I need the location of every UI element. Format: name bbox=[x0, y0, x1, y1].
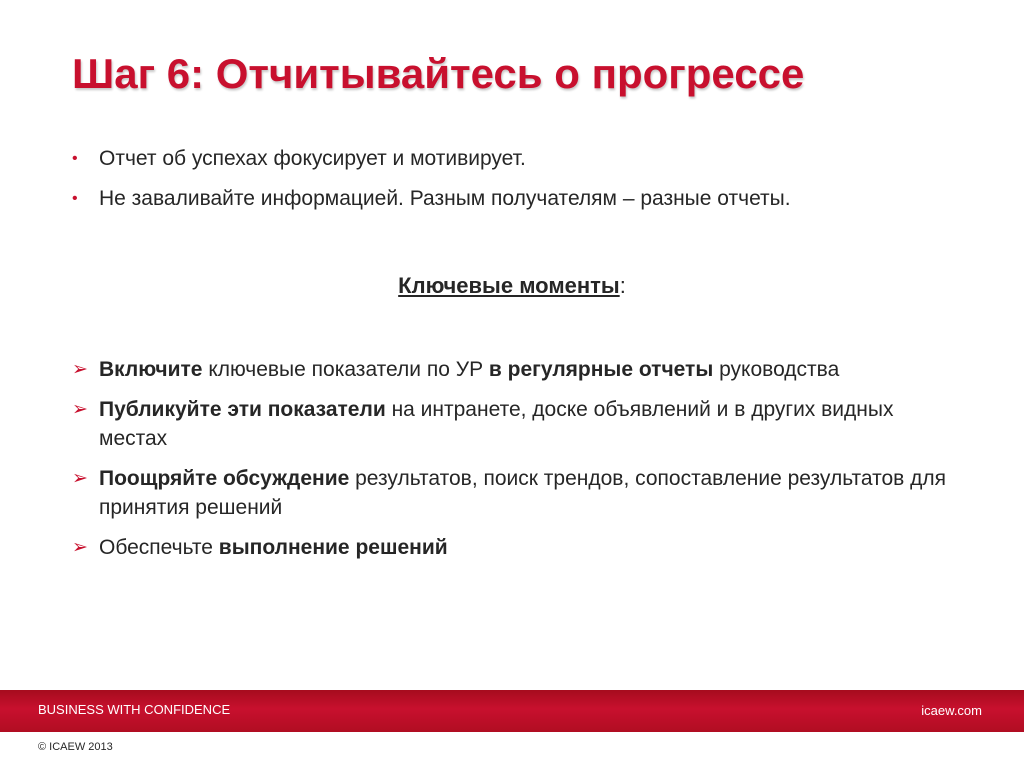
key-point-text: на интранете, доске объявлений и в других видных местах bbox=[99, 398, 894, 450]
footer-website-link[interactable]: icaew.com bbox=[921, 703, 982, 718]
key-point-item bbox=[72, 533, 952, 562]
bullet-item bbox=[72, 146, 972, 172]
bullet-marker-icon: • bbox=[72, 150, 78, 167]
arrow-bullet-icon: ➢ bbox=[72, 468, 88, 489]
bullet-text: Отчет об успехах фокусирует и мотивирует. bbox=[99, 147, 526, 170]
footer-band bbox=[0, 690, 1024, 732]
key-point-text: руководства bbox=[713, 358, 840, 381]
key-point-item bbox=[72, 395, 952, 453]
arrow-bullet-icon: ➢ bbox=[72, 537, 88, 558]
slide-title: Шаг 6: Отчитывайтесь о прогрессе bbox=[72, 50, 805, 97]
key-points-heading-text: Ключевые моменты bbox=[398, 273, 620, 298]
key-point-item bbox=[72, 464, 952, 522]
arrow-bullet-icon: ➢ bbox=[72, 359, 88, 380]
key-point-text: Обеспечьте bbox=[99, 536, 219, 559]
key-point-bold: выполнение решений bbox=[218, 536, 448, 559]
key-point-text: результатов, поиск трендов, сопоставление результатов для принятия решений bbox=[99, 467, 947, 519]
footer-tagline: BUSINESS WITH CONFIDENCE bbox=[38, 702, 231, 717]
key-point-bold: Публикуйте эти показатели bbox=[99, 398, 386, 421]
bullet-list bbox=[72, 146, 972, 226]
key-points-list bbox=[72, 355, 952, 573]
key-points-heading bbox=[0, 272, 1024, 300]
arrow-bullet-icon: ➢ bbox=[72, 399, 88, 420]
key-points-heading-colon: : bbox=[619, 273, 626, 298]
key-point-item bbox=[72, 355, 952, 384]
bullet-text: Не заваливайте информацией. Разным получателям – разные отчеты. bbox=[99, 187, 791, 210]
key-point-bold: Поощряйте обсуждение bbox=[99, 467, 350, 490]
key-point-bold: в регулярные отчеты bbox=[488, 358, 714, 381]
bullet-marker-icon: • bbox=[72, 190, 78, 207]
copyright-notice: © ICAEW 2013 bbox=[38, 741, 113, 753]
key-point-text: ключевые показатели по УР bbox=[202, 358, 489, 381]
bullet-item bbox=[72, 186, 972, 212]
key-point-bold: Включите bbox=[99, 358, 203, 381]
